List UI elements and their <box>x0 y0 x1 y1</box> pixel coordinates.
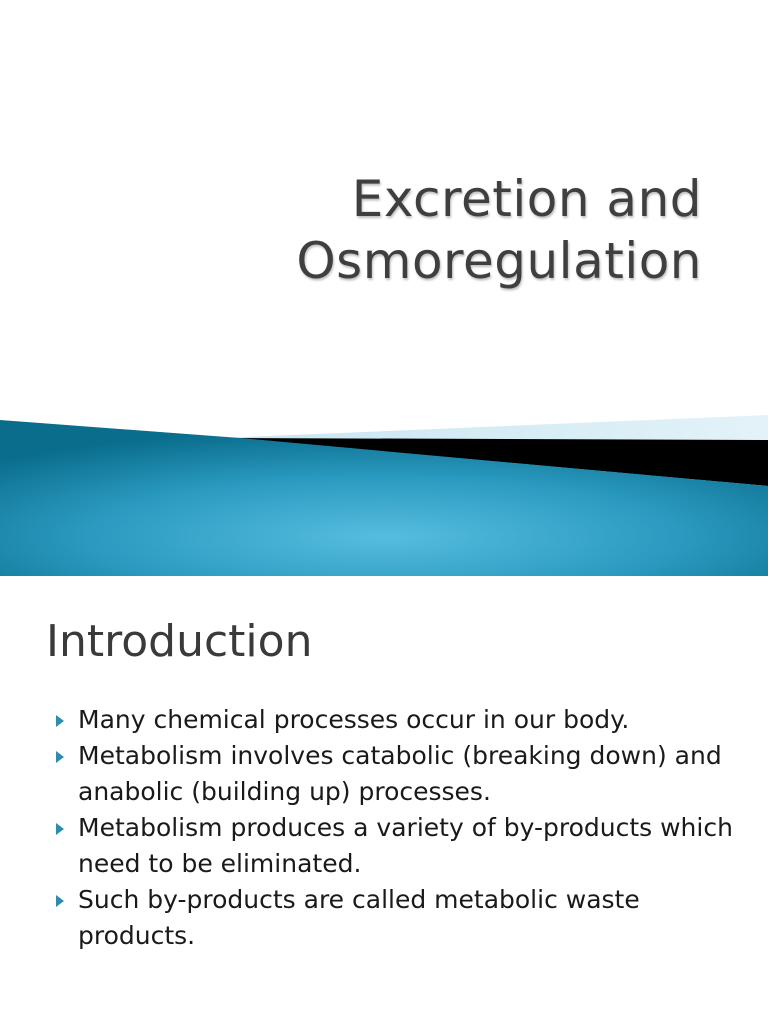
triangle-bullet-icon <box>56 715 64 727</box>
triangle-bullet-icon <box>56 751 64 763</box>
triangle-bullet-icon <box>56 895 64 907</box>
banner-light-strip <box>220 415 768 440</box>
title-line-2: Osmoregulation <box>296 232 702 290</box>
bullet-text: Many chemical processes occur in our body. <box>78 705 630 734</box>
list-item <box>54 738 744 810</box>
triangle-bullet-icon <box>56 823 64 835</box>
intro-heading: Introduction <box>46 616 313 667</box>
list-item <box>54 702 744 738</box>
list-item <box>54 810 744 882</box>
bullet-text: Metabolism involves catabolic (breaking down) and anabolic (building up) processes. <box>78 741 722 806</box>
bullet-text: Metabolism produces a variety of by-products which need to be eliminated. <box>78 813 733 878</box>
bullet-list <box>54 702 744 954</box>
decorative-banner <box>0 400 768 576</box>
list-item <box>54 882 744 954</box>
title-line-1: Excretion and <box>351 170 702 228</box>
slide-title <box>102 168 702 292</box>
bullet-text: Such by-products are called metabolic waste products. <box>78 885 640 950</box>
intro-slide <box>0 576 768 1024</box>
